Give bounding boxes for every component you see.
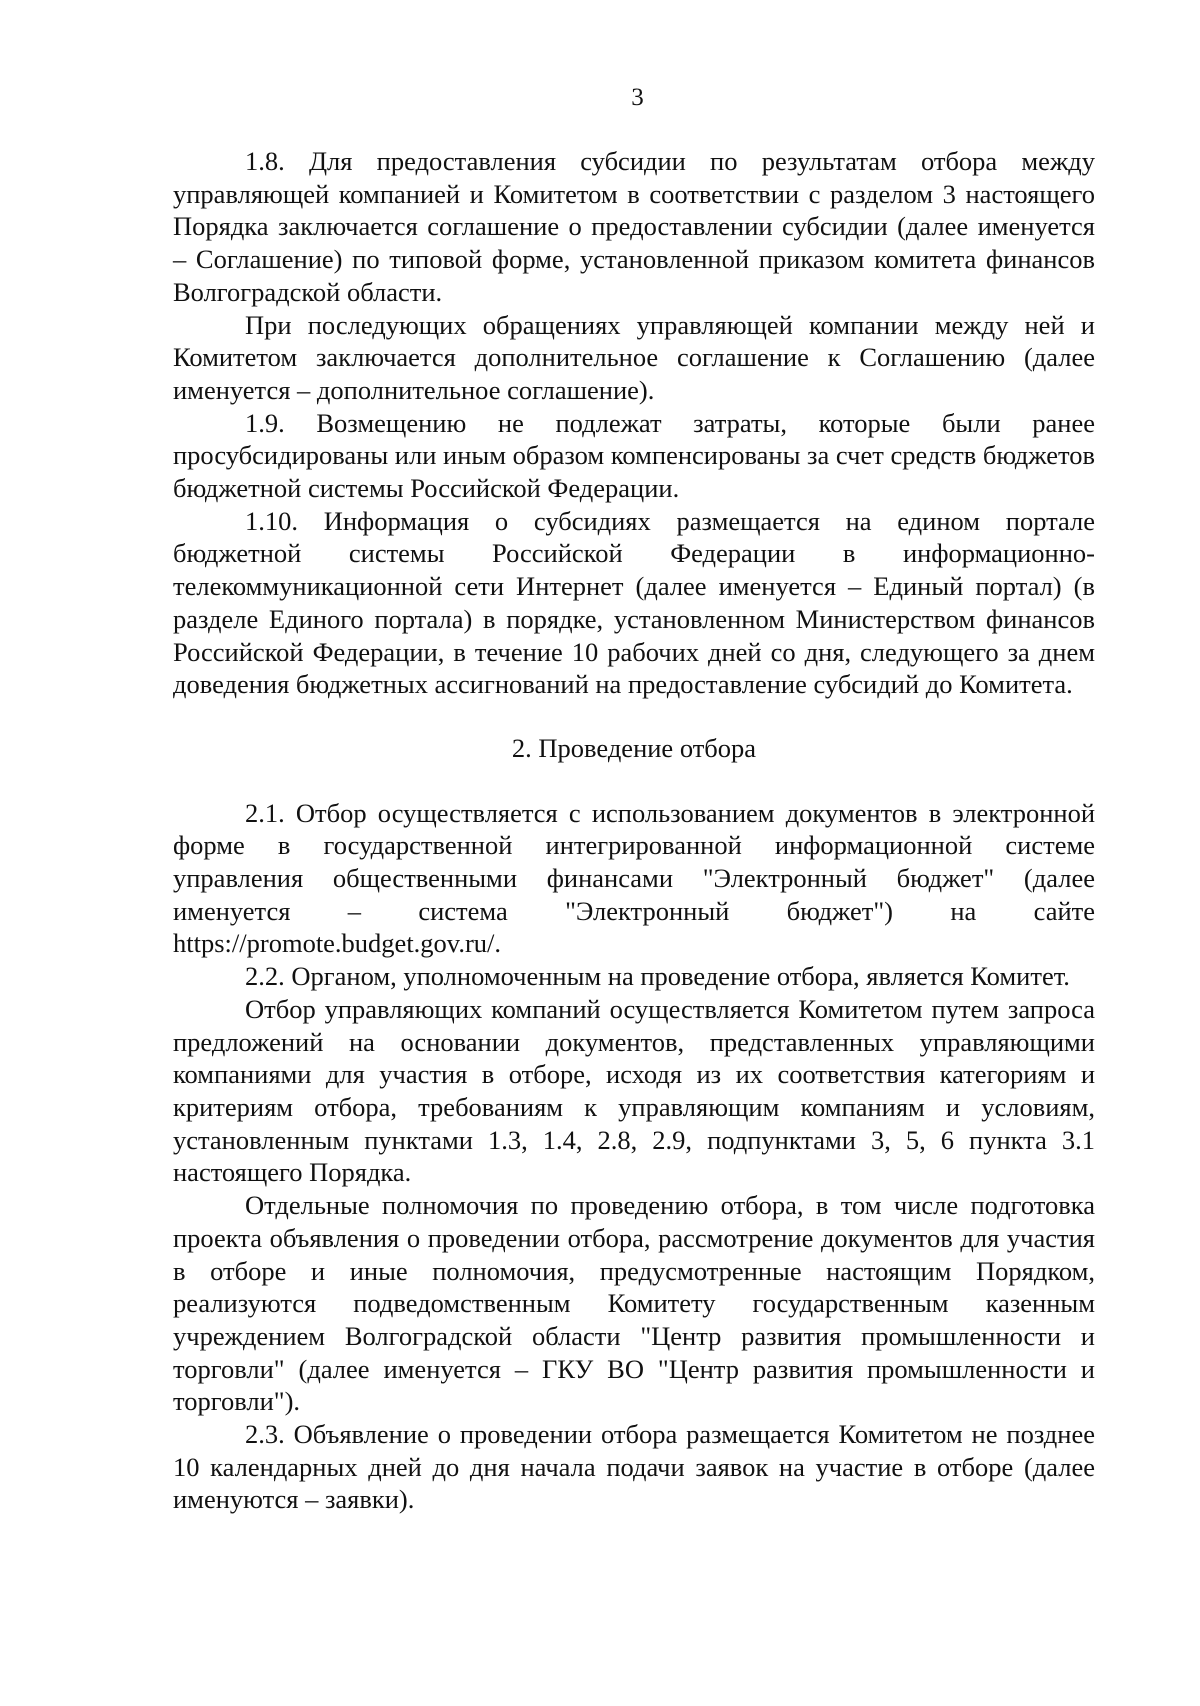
document-body	[173, 145, 1095, 1516]
paragraph-2-2: 2.2. Органом, уполномоченным на проведение отбора, является Комитет.	[245, 961, 1070, 992]
paragraph-2-3: 2.3. Объявление о проведении отбора размещается Комитетом не позднее 10 календарных дней до дня начала подачи заявок на участие в отборе (далее именуются – заявки).	[173, 1419, 1095, 1515]
paragraph-2-1: 2.1. Отбор осуществляется с использованием документов в электронной форме в государственной интегрированной информационной системе управления общественными финансами "Электронный бюджет" (далее именуется – система "Электронный бюджет") на сайте https://promote.budget.gov.ru/.	[173, 797, 1095, 959]
paragraph-1-10: 1.10. Информация о субсидиях размещается на едином портале бюджетной системы Российской Федерации в информационно-телекоммуникационной сети Интернет (далее именуется – Единый портал) (в разделе Единого портала) в порядке, установленном Министерством финансов Российской Федерации, в течение 10 рабочих дней со дня, следующего за днем доведения бюджетных ассигнований на предоставление субсидий до Комитета.	[173, 505, 1095, 700]
paragraph-1-8: 1.8. Для предоставления субсидии по результатам отбора между управляющей компанией и Комитетом в соответствии с разделом 3 настоящего Порядка заключается соглашение о предоставлении субсидии (далее именуется – Соглашение) по типовой форме, установленной приказом комитета финансов Волгоградской области.	[173, 146, 1095, 307]
paragraph-1-9: 1.9. Возмещению не подлежат затраты, которые были ранее просубсидированы или иным образом компенсированы за счет средств бюджетов бюджетной системы Российской Федерации.	[173, 407, 1095, 504]
paragraph-1-8-additional: При последующих обращениях управляющей компании между ней и Комитетом заключается дополнительное соглашение к Соглашению (далее именуется – дополнительное соглашение).	[173, 309, 1095, 405]
paragraph-2-2-powers: Отдельные полномочия по проведению отбора, в том числе подготовка проекта объявления о проведении отбора, рассмотрение документов для участия в отборе и иные полномочия, предусмотренные настоящим Порядком, реализуются подведомственным Комитету государственным казенным учреждением Волгоградской области "Центр развития промышленности и торговли" (далее именуется – ГКУ ВО "Центр развития промышленности и торговли").	[173, 1190, 1095, 1417]
paragraph-2-2-selection: Отбор управляющих компаний осуществляется Комитетом путем запроса предложений на основании документов, представленных управляющими компаниями для участия в отборе, исходя из их соответствия категориям и критериям отбора, требованиям к управляющим компаниям и условиям, установленным пунктами 1.3, 1.4, 2.8, 2.9, подпунктами 3, 5, 6 пункта 3.1 настоящего Порядка.	[173, 993, 1095, 1188]
section-2-heading: 2. Проведение отбора	[511, 732, 757, 763]
page-number: 3	[631, 84, 644, 111]
